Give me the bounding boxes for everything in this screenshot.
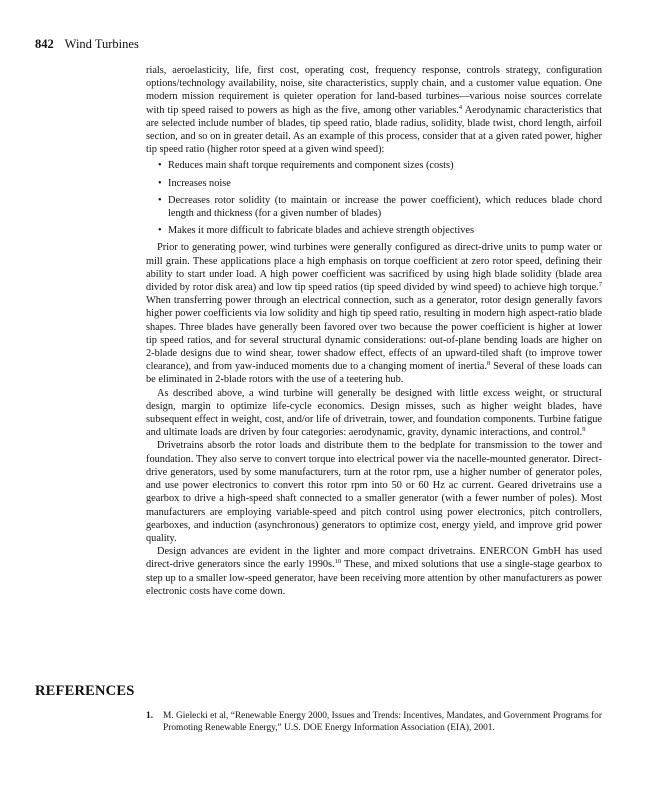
paragraph — [146, 545, 602, 598]
paragraph-text: Several of these loads can be eliminated in 2-blade rotors with the use of a teetering hub. — [146, 361, 602, 386]
footnote-ref: 9 — [582, 426, 586, 434]
paragraph-text: When transferring power through an electrical connection, such as a generator, rotor design generally favors higher power coefficients via low solidity and high tip speed ratio, resulting in modern high aspect-ratio blade shapes. Three blades have generally been favored over two because the power coefficient is higher at lower tip speed ratios, and for several structural dynamic considerations: out-of-plane bending loads are higher on 2-blade designs due to wind shear, tower shadow effect, effects of an upward-tiled shaft (to improve tower clearance), and from yaw-induced moments due to a changing moment of inertia. — [146, 295, 602, 373]
bullet-item: • Reduces main shaft torque requirements and component sizes (costs) — [168, 159, 602, 172]
reference-number: 1. — [146, 711, 154, 721]
bullet-item: • Increases noise — [168, 177, 602, 190]
bullet-item: • Decreases rotor solidity (to maintain or increase the power coefficient), which reduces blade chord length and thickness (for a given number of blades) — [168, 194, 602, 220]
paragraph-text: Design advances are evident in the lighter and more compact drivetrains. ENERCON GmbH has used direct-drive generators since the early 1990s. — [146, 546, 602, 571]
footnote-ref: 8 — [486, 360, 491, 368]
reference-list — [146, 711, 602, 734]
bullet-item: • Makes it more difficult to fabricate blades and achieve strength objectives — [168, 224, 602, 237]
running-header — [35, 37, 139, 52]
footnote-ref: 4 — [458, 103, 463, 111]
paragraph-text: As described above, a wind turbine will generally be designed with little excess weight, or structural design, margin to optimize life-cycle economics. Design misses, such as higher weight blades, have subsequent effect in weight, cost, and/or life of drivetrain, tower, and foundation components. Turbine fatigue and ultimate loads are driven by four categories: aerodynamic, gravity, dynamic interactions, and control. — [146, 387, 602, 439]
reference-item — [146, 711, 602, 734]
paragraph — [146, 241, 602, 386]
paragraph-text: Aerodynamic characteristics that are selected include number of blades, tip speed ratio, blade radius, solidity, blade twist, chord length, airfoil section, and so on in greater detail. As an example of this process, consider that at a given rated power, higher tip speed ratio (higher rotor speed at a given wind speed): — [146, 104, 602, 156]
paragraph — [146, 387, 602, 440]
footnote-ref: 10 — [334, 558, 342, 566]
reference-text: M. Gielecki et al, “Renewable Energy 2000, Issues and Trends: Incentives, Mandates, and Government Programs for Promoting Renewable Energy,” U.S. DOE Energy Information Association (EIA), 2001. — [163, 711, 602, 733]
footnote-ref: 7 — [598, 281, 602, 289]
paragraph — [146, 64, 602, 156]
bullet-list — [146, 159, 602, 237]
main-text-column — [146, 64, 602, 598]
references-heading: REFERENCES — [35, 683, 135, 699]
paragraph-text: Prior to generating power, wind turbines were generally configured as direct-drive units to pump water or mill grain. These applications place a high emphasis on torque coefficient at zero rotor speed, defining their ability to start under load. A high power coefficient was sacrificed by using high blade solidity (blade area divided by rotor disk area) and low tip speed ratios (tip speed divided by wind speed) to achieve high torque. — [146, 242, 602, 294]
paragraph-text: These, and mixed solutions that use a single-stage gearbox to step up to a smaller low-speed generator, have been receiving more attention by other manufacturers as power electronic costs have come down. — [146, 559, 602, 597]
paragraph-text: rials, aeroelasticity, life, first cost, operating cost, frequency response, controls strategy, configuration options/technology availability, noise, site characteristics, supply chain, and a customer value equation. One modern mission requirement is quieter operation for land-based turbines—various noise sources correlate with tip speed raised to powers as high as the five, among other variables. — [146, 65, 602, 116]
page-number: 842 — [35, 37, 54, 51]
running-title: Wind Turbines — [64, 37, 139, 51]
paragraph: Drivetrains absorb the rotor loads and distribute them to the bedplate for transmission to the tower and foundation. They also serve to convert torque into electrical power via the nacelle-mounted generator. Direct-drive generators, used by some manufacturers, turn at the rotor rpm, use a higher number of generator poles, and use power electronics to convert this rotor rpm into 50 or 60 Hz ac current. Geared drivetrains use a gearbox to drive a high-speed shaft connected to a smaller generator (with a fewer number of poles). Most manufacturers are employing variable-speed and pitch control using power electronics, pitch controllers, gearboxes, and induction (asynchronous) generators to optimize cost, energy yield, and improve grid power quality. — [146, 440, 602, 544]
